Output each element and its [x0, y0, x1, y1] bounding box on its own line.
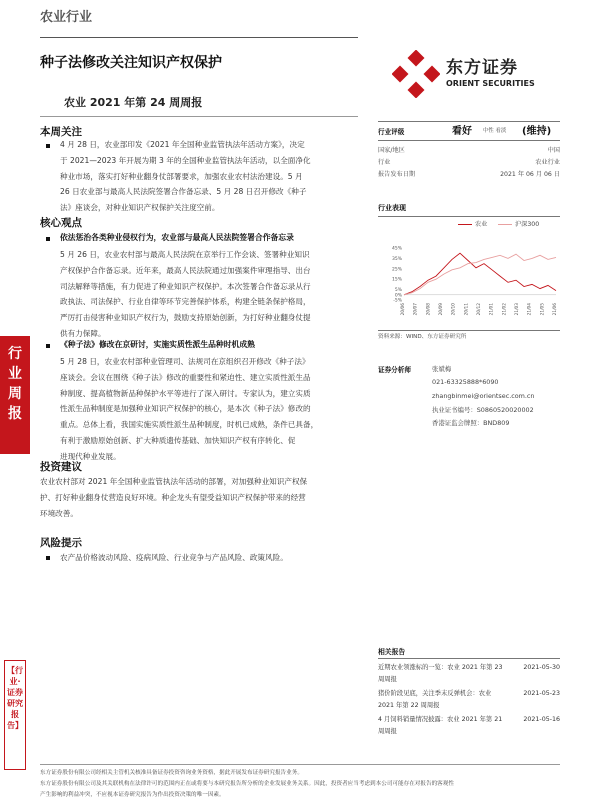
- report-title: 种子法修改关注知识产权保护: [40, 55, 222, 71]
- rating-row-value: 中国: [547, 147, 560, 154]
- related-item[interactable]: 猪价阶段见底，关注季末反弹机会：农业 2021 年第 22 周周报 2021-05-23: [378, 690, 560, 709]
- orient-logo-icon: [392, 50, 440, 98]
- chart-source: 资料来源：WIND、东方证券研究所: [378, 334, 467, 340]
- analyst-phone: 021-63325888*6090: [432, 378, 499, 386]
- rating-row-value: 农业行业: [535, 159, 560, 166]
- bullet-icon: [46, 344, 50, 348]
- x-tick-label: 20/09: [439, 303, 444, 316]
- rating-divider: [378, 140, 560, 141]
- chart-bottom-divider: [378, 330, 560, 331]
- y-tick-label: -5%: [393, 298, 402, 304]
- x-tick-label: 20/11: [464, 303, 470, 316]
- legend-hs300-mark: [498, 221, 512, 228]
- legend-hs300-label: 沪深300: [515, 221, 540, 228]
- series-line-沪深300: [404, 254, 556, 295]
- related-item[interactable]: 近期农业领涨标的一览：农业 2021 年第 23 周周报 2021-05-30: [378, 664, 560, 683]
- rating-value: 看好: [452, 126, 472, 137]
- core-point-1-paragraph: 5 月 26 日，农业农村部与最高人民法院在京举行工作会谈、签署种业知识 产权保护合作备忘录。近年来，最高人民法院通过加强案件审理指导、出台 司法解释等措施，有力促进了种业知识产权保护。本次签署合作备忘录从行 政执法、司法保护、行业自律等环节完善保护体系，构建全链条保护格局， 严厉打击侵害种业知识产权行为，鼓励支持原始创新，为打好种业翻身仗提 供有力保障。: [60, 250, 311, 338]
- y-tick-label: 5%: [394, 288, 402, 294]
- sidebar-bottom-label: 【行业·证券研究报告】: [7, 666, 23, 730]
- core-point-2-heading: 《种子法》修改在京研讨，实施实质性派生品种时机成熟: [60, 340, 255, 349]
- header-bar: [40, 6, 360, 25]
- legend-agri-label: 农业: [475, 221, 488, 228]
- rating-row-key: 国家/地区: [378, 147, 405, 154]
- section-investment-title: 投资建议: [40, 461, 82, 473]
- analyst-label: 证券分析师: [378, 366, 411, 374]
- sidebar-label: 行业周报: [8, 346, 22, 422]
- header-divider: [40, 37, 358, 38]
- x-tick-label: 21/05: [540, 303, 546, 316]
- x-tick-label: 21/04: [527, 303, 533, 316]
- rating-label: 行业评级: [378, 128, 405, 136]
- y-tick-label: 45%: [391, 246, 402, 252]
- related-item-date: 2021-05-30: [523, 664, 560, 671]
- rating-row-key: 报告发布日期: [378, 171, 416, 178]
- x-tick-label: 20/06: [401, 303, 406, 316]
- core-point-1-heading: 依法惩治各类种业侵权行为，农业部与最高人民法院签署合作备忘录: [60, 233, 294, 242]
- x-tick-label: 20/08: [426, 303, 432, 316]
- core-point-2-paragraph: 5 月 28 日，农业农村部种业管理司、法规司在京组织召开修改《种子法》 座谈会。会议在围绕《种子法》修改的重要性和紧迫性、建立实质性派生品 种制度、提高植物新品种保护水平等进行了深入研讨。专家认为，建立实质 性派生品种制度是加强种业知识产权保护的核心，是本次《种子法》修改的 重点。总体上看，我国实施实质性派生品种制度，时机已成熟，条件已具备， 有利于激励原始创新、扩大种质遗传基础、加快知识产权有序转化、促 进现代种业发展。: [60, 357, 319, 461]
- y-tick-label: 25%: [391, 267, 402, 273]
- subtitle-divider: [40, 116, 358, 117]
- related-divider: [378, 658, 560, 659]
- analyst-email[interactable]: zhangbinmei@orientsec.com.cn: [432, 392, 535, 400]
- y-tick-label: 0%: [394, 293, 402, 299]
- weekly-focus-paragraph: 4 月 28 日，农业部印发《2021 年全国种业监管执法年活动方案》，决定 于 2021—2023 年开展为期 3 年的全国种业监管执法年活动，以全面净化 种业市场，落实打好种业翻身仗部署要求，加强农业农村法治建设。5 月 26 日农业部与最高人民法院签署合作备忘录、5 月 28 日召开修改《种子 法》座谈会，对种业知识产权保护关注度空前。: [60, 140, 311, 213]
- section-risk-title: 风险提示: [40, 537, 82, 549]
- analyst-name: 张斌梅: [432, 365, 452, 373]
- company-logo: [392, 48, 562, 100]
- related-item-date: 2021-05-16: [523, 716, 560, 723]
- y-tick-label: 15%: [391, 277, 402, 283]
- section-core-views-title: 核心观点: [40, 217, 82, 229]
- investment-paragraph: 农业农村部对 2021 年全国种业监管执法年活动的部署，对加强种业知识产权保 护、打好种业翻身仗营造良好环境。种企龙头有望受益知识产权保护带来的经营 环境改善。: [40, 477, 308, 518]
- x-tick-label: 20/12: [477, 303, 482, 316]
- related-item[interactable]: 4 月饲料销量情况披露：农业 2021 年第 21 周周报 2021-05-16: [378, 716, 560, 735]
- analyst-hk-license: 香港证监会牌照：BND809: [432, 419, 510, 427]
- performance-chart: [378, 244, 560, 324]
- footer-divider: [40, 764, 560, 765]
- x-tick-label: 21/06: [553, 303, 558, 316]
- performance-divider: [378, 216, 560, 217]
- logo-en-text: ORIENT SECURITIES: [446, 79, 535, 88]
- analyst-cert: 执业证书编号：S0860520020002: [432, 406, 534, 414]
- y-tick-label: 35%: [391, 256, 402, 262]
- footer-disclaimer: 东方证券股份有限公司经相关主管机关核准具备证券投资咨询业务资格，据此开展发布证券研究报告业务。 东方证券股份有限公司及其关联机构在法律许可的范围内正在或将要与本研究报告所分析的企业发展业务关系。因此，投资者应当考虑到本公司可能存在对报告的客观性 产生影响的利益冲突，不应视本证券研究报告为作出投资决策的唯一因素。: [40, 770, 454, 798]
- bullet-icon: [46, 237, 50, 241]
- series-line-农业: [404, 253, 556, 295]
- risk-line: 农产品价格波动风险、疫病风险、行业竞争与产品风险、政策风险。: [60, 553, 288, 562]
- x-tick-label: 21/03: [515, 303, 520, 316]
- bullet-icon: [46, 144, 50, 148]
- x-tick-label: 20/10: [451, 303, 457, 316]
- x-tick-label: 20/07: [413, 303, 419, 316]
- related-title: 相关报告: [378, 648, 406, 656]
- related-item-date: 2021-05-23: [523, 690, 560, 697]
- rating-row-key: 行业: [378, 159, 391, 166]
- logo-cn-text: 东方证券: [446, 58, 518, 78]
- report-subtitle: 农业 2021 年第 24 周周报: [64, 96, 203, 109]
- industry-label: 农业行业: [40, 10, 93, 25]
- performance-title: 行业表现: [378, 204, 406, 212]
- rating-options: 中性 看淡: [483, 128, 507, 134]
- sidebar-report-type: [0, 336, 30, 454]
- section-weekly-focus-title: 本周关注: [40, 126, 82, 138]
- x-tick-label: 21/01: [489, 303, 495, 316]
- rating-tag: (维持): [522, 126, 552, 137]
- sidebar-bottom-tag: [4, 660, 26, 770]
- bullet-icon: [46, 556, 50, 560]
- legend-agri-mark: [458, 221, 472, 228]
- x-tick-label: 21/02: [502, 303, 508, 316]
- rating-row-value: 2021 年 06 月 06 日: [500, 171, 560, 178]
